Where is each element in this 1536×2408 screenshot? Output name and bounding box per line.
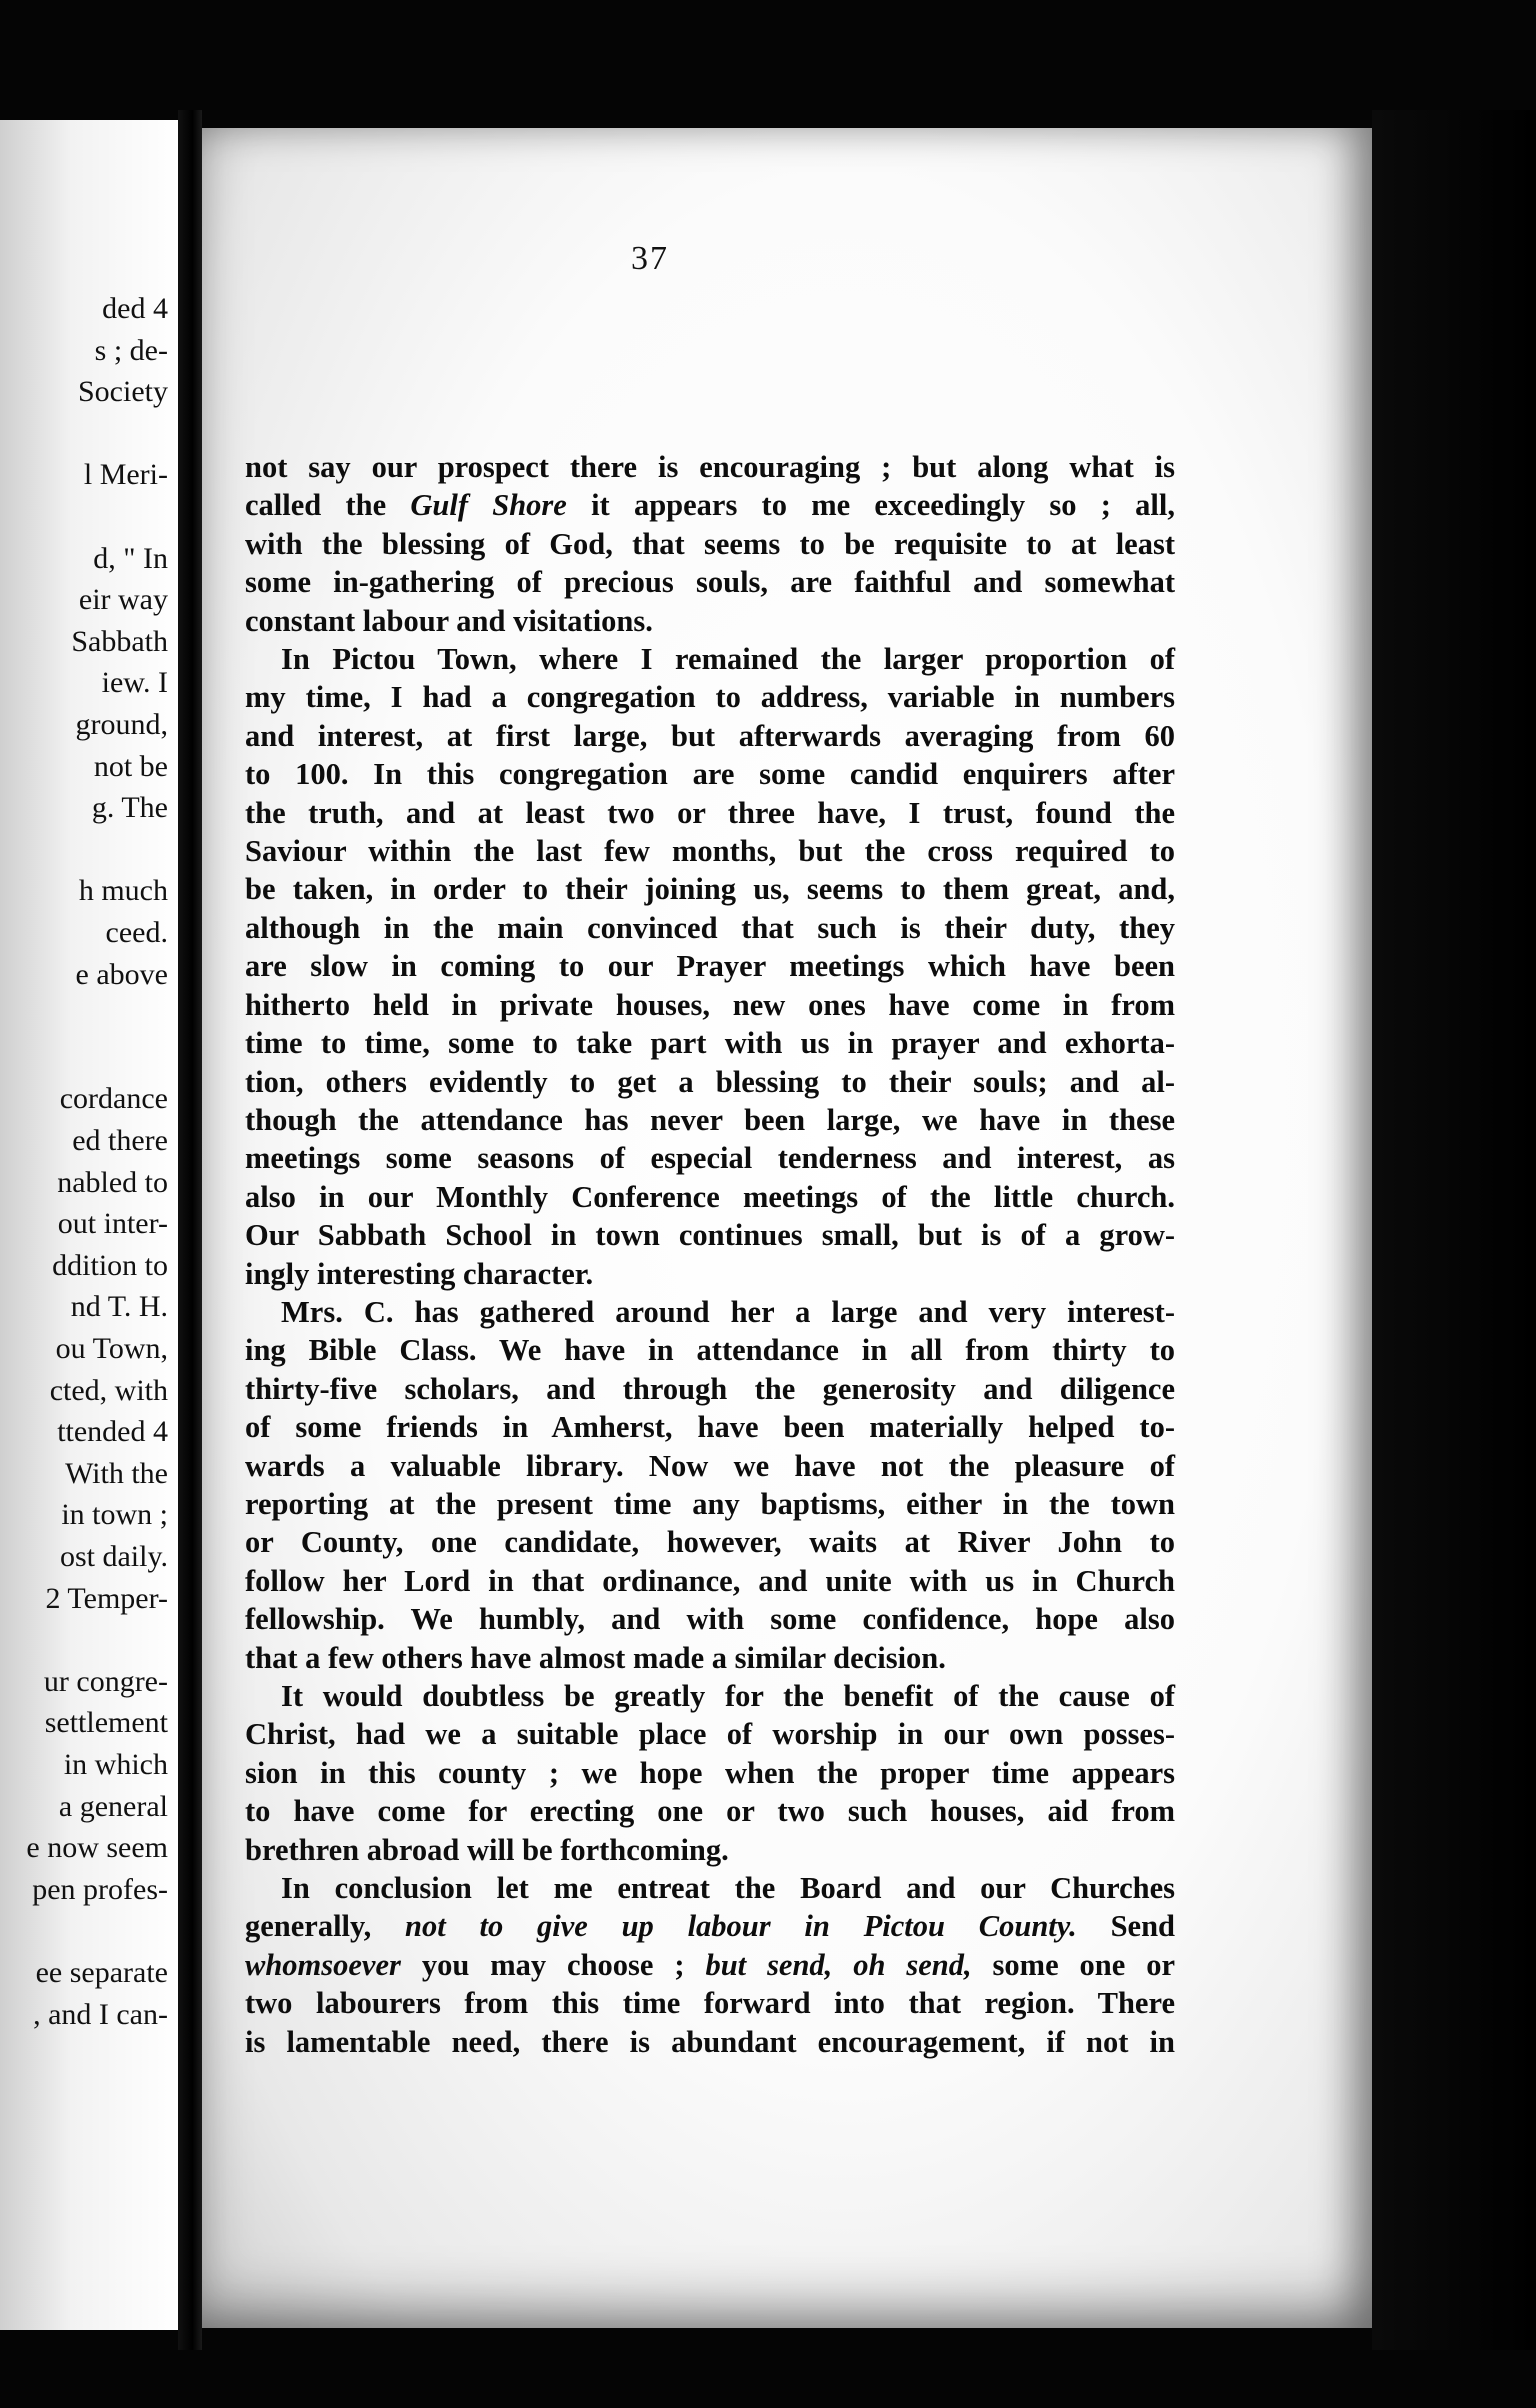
text-line: Our Sabbath School in town continues small, but is of a grow- xyxy=(245,1218,1175,1253)
text-line: It would doubtless be greatly for the benefit of the cause of xyxy=(281,1679,1175,1713)
left-page-fragment: ground, xyxy=(75,708,168,741)
paragraph xyxy=(245,1293,1175,1677)
paragraph xyxy=(245,1869,1175,2061)
text-line: generally, not to give up labour in Pictou County. Send xyxy=(245,1909,1176,1944)
left-page-fragment: ee separate xyxy=(35,1956,168,1989)
text-line: is lamentable need, there is abundant encouragement, if not in xyxy=(245,2024,1175,2059)
paragraph xyxy=(245,1677,1175,1869)
text-line: also in our Monthly Conference meetings of the little church. xyxy=(245,1179,1175,1214)
left-page-fragment: ded 4 xyxy=(102,292,168,325)
left-page-fragment: ost daily. xyxy=(59,1540,168,1573)
italic-text: not to give up labour in Pictou County. xyxy=(405,1909,1077,1944)
paragraph xyxy=(245,640,1175,1293)
text-line: tion, others evidently to get a blessing to their souls; and al- xyxy=(245,1064,1175,1099)
text-line: sion in this county ; we hope when the proper time appears xyxy=(245,1755,1175,1790)
left-page-fragment: Sabbath xyxy=(71,624,168,658)
text-line: though the attendance has never been large, we have in these xyxy=(245,1102,1175,1137)
text-line: be taken, in order to their joining us, seems to them great, and, xyxy=(245,872,1175,907)
left-page-fragment: cordance xyxy=(59,1082,168,1116)
text-line: that a few others have almost made a similar decision. xyxy=(245,1640,946,1675)
left-page-fragment: in which xyxy=(63,1748,168,1781)
body-text xyxy=(245,448,1175,2061)
page-number: 37 xyxy=(631,240,669,277)
text-line: are slow in coming to our Prayer meetings which have been xyxy=(245,949,1175,984)
italic-text: whomsoever xyxy=(245,1947,401,1982)
text-line: and interest, at first large, but afterwards averaging from 60 xyxy=(245,718,1175,753)
text-line: fellowship. We humbly, and with some confidence, hope also xyxy=(245,1602,1175,1637)
text-line: Christ, had we a suitable place of worship in our own posses- xyxy=(245,1717,1175,1752)
left-page-fragment: cted, with xyxy=(49,1373,168,1407)
left-page-fragment: ou Town, xyxy=(55,1332,168,1365)
left-page-fragment: eir way xyxy=(78,583,168,617)
left-page-fragment: out inter- xyxy=(57,1207,168,1241)
text-line: of some friends in Amherst, have been materially helped to- xyxy=(245,1410,1175,1445)
text-line: brethren abroad will be forthcoming. xyxy=(245,1832,729,1867)
text-line: my time, I had a congregation to address, variable in numbers xyxy=(245,680,1175,715)
italic-text: but send, oh send, xyxy=(705,1947,972,1982)
left-page-fragment: pen profes- xyxy=(32,1872,168,1906)
text-line: the truth, and at least two or three have, I trust, found the xyxy=(245,795,1175,830)
left-page-fragment: e above xyxy=(75,957,168,991)
left-page-fragment: nabled to xyxy=(57,1165,168,1199)
text-line: called the Gulf Shore it appears to me exceedingly so ; all, xyxy=(245,488,1175,523)
text-line: follow her Lord in that ordinance, and unite with us in Church xyxy=(245,1563,1175,1598)
left-page-fragment: settlement xyxy=(44,1706,168,1740)
left-page-fragment: h much xyxy=(78,874,168,908)
left-page-fragment: ttended 4 xyxy=(57,1415,168,1449)
text-line: reporting at the present time any baptisms, either in the town xyxy=(245,1486,1175,1521)
paragraph xyxy=(245,448,1175,640)
left-page-fragment: With the xyxy=(65,1456,168,1490)
text-line: constant labour and visitations. xyxy=(245,603,653,638)
text-line: some in-gathering of precious souls, are faithful and somewhat xyxy=(245,565,1175,600)
text-line: ingly interesting character. xyxy=(245,1256,594,1291)
left-page-fragment: ed there xyxy=(72,1124,168,1157)
text-line: or County, one candidate, however, waits at River John to xyxy=(245,1525,1175,1560)
left-page-fragment: nd T. H. xyxy=(70,1290,168,1324)
text-line: although in the main convinced that such is their duty, they xyxy=(245,910,1175,945)
left-page-fragment: d, " In xyxy=(93,541,168,575)
text-line: In conclusion let me entreat the Board and our Churches xyxy=(281,1871,1175,1906)
text-line: meetings some seasons of especial tenderness and interest, as xyxy=(245,1141,1175,1176)
left-page-fragment: iew. I xyxy=(101,666,168,700)
text-line: whomsoever you may choose ; but send, oh send, some one or xyxy=(245,1947,1175,1982)
text-line: to 100. In this congregation are some candid enquirers after xyxy=(245,757,1175,792)
left-page-fragment: ceed. xyxy=(105,916,168,949)
book-gutter xyxy=(178,110,202,2350)
text-line: ing Bible Class. We have in attendance in all from thirty to xyxy=(245,1333,1175,1368)
text-line: Mrs. C. has gathered around her a large and very interest- xyxy=(281,1294,1175,1329)
left-page-fragment: l Meri- xyxy=(83,458,168,492)
text-line: wards a valuable library. Now we have not the pleasure of xyxy=(245,1448,1175,1483)
left-page-fragment: Society xyxy=(78,375,168,409)
text-line: not say our prospect there is encouraging ; but along what is xyxy=(245,450,1175,484)
left-page-fragment: , and I can- xyxy=(33,1997,168,2031)
left-page-fragment: ur congre- xyxy=(43,1664,168,1698)
left-page-fragment: g. The xyxy=(91,791,168,825)
text-line: time to time, some to take part with us in prayer and exhorta- xyxy=(245,1026,1175,1061)
text-line: hitherto held in private houses, new ones have come in from xyxy=(245,987,1175,1022)
right-scan-border xyxy=(1372,110,1536,2350)
text-line: two labourers from this time forward into that region. There xyxy=(245,1986,1175,2021)
text-line: Saviour within the last few months, but the cross required to xyxy=(245,834,1175,869)
left-page-fragment: e now seem xyxy=(26,1831,168,1865)
text-line: thirty-five scholars, and through the generosity and diligence xyxy=(245,1371,1175,1406)
left-page-fragment: in town ; xyxy=(61,1498,168,1532)
text-line: In Pictou Town, where I remained the larger proportion of xyxy=(281,642,1175,677)
left-page-fragment: a general xyxy=(58,1789,168,1823)
left-page-fragment: ddition to xyxy=(52,1248,168,1282)
text-line: with the blessing of God, that seems to be requisite to at least xyxy=(245,526,1175,561)
left-page-fragment: not be xyxy=(93,749,168,783)
text-line: to have come for erecting one or two such houses, aid from xyxy=(245,1794,1175,1829)
italic-text: Gulf Shore xyxy=(410,488,567,523)
left-facing-page xyxy=(0,120,178,2330)
left-page-fragment: 2 Temper- xyxy=(45,1581,168,1615)
left-page-fragment: s ; de- xyxy=(94,333,168,367)
